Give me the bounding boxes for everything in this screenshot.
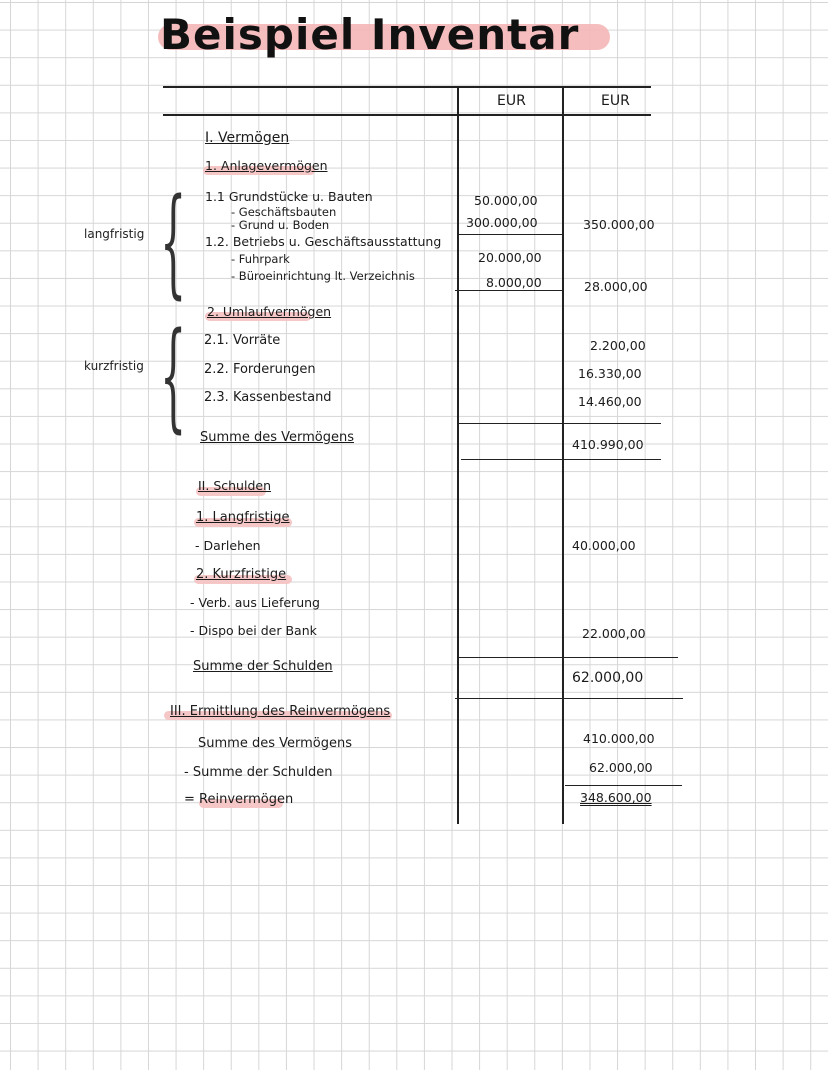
value-grund-boden: 300.000,00: [466, 215, 538, 230]
page-title: Beispiel Inventar: [160, 10, 580, 59]
sum-line-schulden-top: [458, 657, 678, 658]
umlauf-heading: 2. Umlaufvermögen: [207, 304, 332, 319]
value-geschaeftsbauten: 50.000,00: [474, 193, 538, 208]
value-dispo: 22.000,00: [582, 626, 646, 641]
label-langfristig: langfristig: [84, 227, 145, 241]
rein-value-reinvermoegen: 348.600,00: [580, 790, 652, 805]
label-kurzfristig: kurzfristig: [84, 359, 144, 373]
value-vorraete: 2.200,00: [590, 338, 646, 353]
item-kassenbestand: 2.3. Kassenbestand: [204, 390, 332, 405]
item-verb-lieferung: - Verb. aus Lieferung: [190, 595, 320, 610]
item-vorraete: 2.1. Vorräte: [204, 333, 281, 348]
value-forderungen: 16.330,00: [578, 366, 642, 381]
value-betrieb-total: 28.000,00: [584, 279, 648, 294]
column-divider-1: [457, 86, 459, 824]
value-grund-total: 350.000,00: [583, 217, 655, 232]
summe-schulden-value: 62.000,00: [572, 670, 644, 686]
schulden-kurzfristige: 2. Kurzfristige: [196, 567, 287, 582]
header-top-line: [163, 86, 651, 88]
item-darlehen: - Darlehen: [195, 538, 261, 553]
item-geschaeftsbauten: - Geschäftsbauten: [231, 205, 337, 219]
rein-value-vermoegen: 410.000,00: [583, 731, 655, 746]
column-divider-2: [562, 86, 564, 824]
anlage-heading: 1. Anlagevermögen: [205, 158, 328, 173]
item-grundstuecke: 1.1 Grundstücke u. Bauten: [205, 189, 373, 204]
section-schulden-heading: II. Schulden: [198, 478, 271, 493]
sum-line-vermoegen-top: [458, 423, 661, 424]
brace-short-icon: {: [160, 306, 187, 444]
item-fuhrpark: - Fuhrpark: [231, 252, 290, 266]
sum-line-schulden-bottom: [455, 698, 683, 699]
section-vermoegen-heading: I. Vermögen: [205, 130, 290, 146]
item-betriebsausstattung: 1.2. Betriebs u. Geschäftsausstattung: [205, 234, 442, 249]
section-rein-heading: III. Ermittlung des Reinvermögens: [170, 704, 391, 719]
rein-eq-reinvermoegen: = Reinvermögen: [184, 792, 294, 807]
rein-minus-schulden: - Summe der Schulden: [184, 765, 333, 780]
value-fuhrpark: 20.000,00: [478, 250, 542, 265]
item-grund-boden: - Grund u. Boden: [231, 218, 330, 232]
summe-vermoegen-value: 410.990,00: [572, 437, 644, 452]
rein-value-schulden: 62.000,00: [589, 760, 653, 775]
value-darlehen: 40.000,00: [572, 538, 636, 553]
value-kassenbestand: 14.460,00: [578, 394, 642, 409]
subtotal-line-1: [458, 234, 562, 235]
item-bueroeinrichtung: - Büroeinrichtung lt. Verzeichnis: [231, 269, 415, 283]
column-header-eur-1: EUR: [497, 93, 526, 109]
item-forderungen: 2.2. Forderungen: [204, 362, 316, 377]
subtotal-line-2: [455, 290, 563, 291]
brace-long-icon: {: [160, 172, 187, 310]
rein-summe-vermoegen: Summe des Vermögens: [198, 736, 352, 751]
sum-line-vermoegen-bottom: [461, 459, 661, 460]
schulden-langfristige: 1. Langfristige: [196, 510, 290, 525]
rein-sum-line: [565, 785, 682, 786]
summe-schulden-label: Summe der Schulden: [193, 659, 333, 674]
header-bottom-line: [163, 114, 651, 116]
summe-vermoegen-label: Summe des Vermögens: [200, 430, 354, 445]
item-dispo: - Dispo bei der Bank: [190, 623, 317, 638]
column-header-eur-2: EUR: [601, 93, 630, 109]
value-buero: 8.000,00: [486, 275, 542, 290]
